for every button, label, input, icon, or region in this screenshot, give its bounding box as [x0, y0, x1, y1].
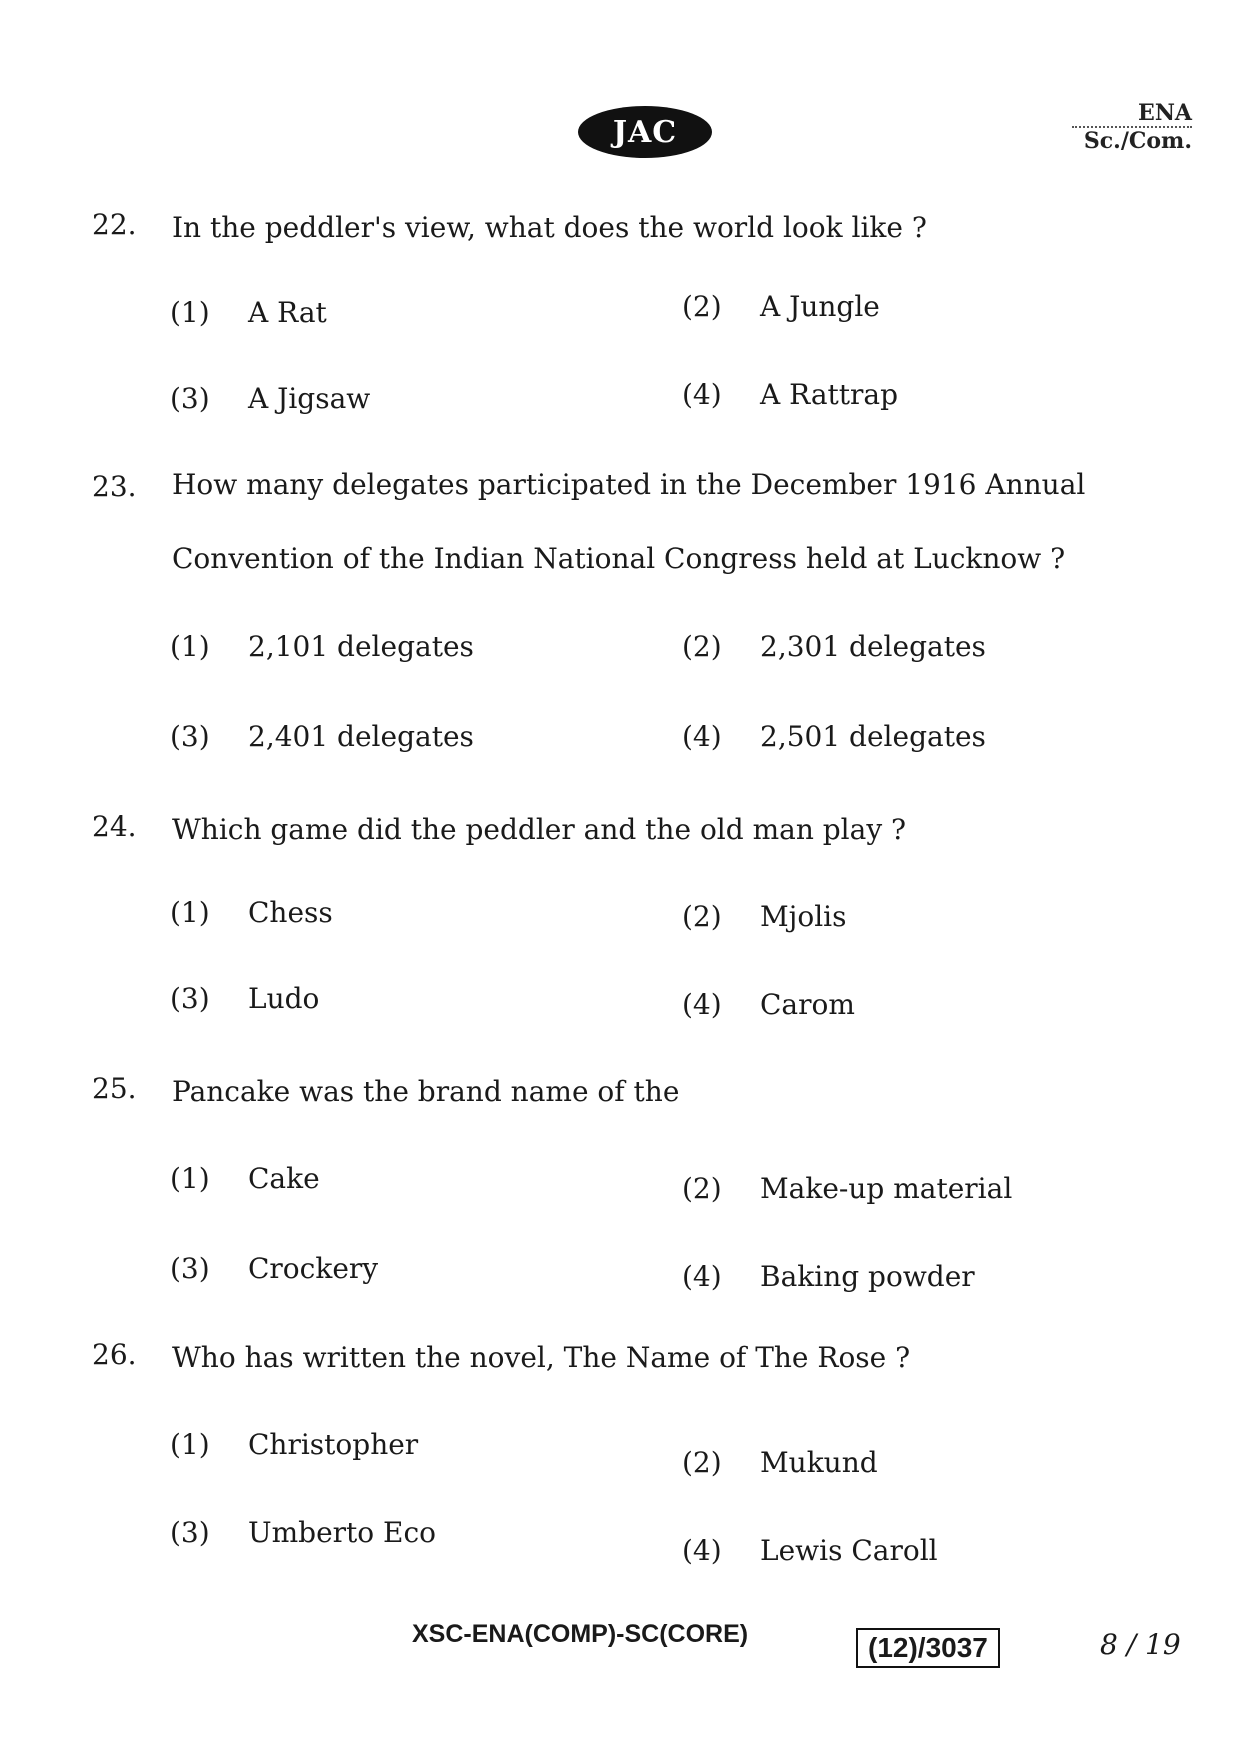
option-4: (4) Carom — [682, 988, 855, 1021]
corner-line-2: Sc./Com. — [1083, 128, 1192, 154]
option-4: (4) A Rattrap — [682, 378, 899, 411]
option-1: (1) 2,101 delegates — [170, 630, 474, 663]
option-4: (4) Lewis Caroll — [682, 1534, 938, 1567]
option-1: (1) Christopher — [170, 1428, 419, 1461]
option-1: (1) Cake — [170, 1162, 320, 1195]
boxed-code: (12)/3037 — [856, 1628, 1000, 1668]
question-number: 24. — [92, 810, 137, 843]
question-number: 23. — [92, 470, 137, 503]
question-text: Who has written the novel, The Name of The Rose ? — [172, 1341, 911, 1374]
corner-stamp — [1072, 100, 1192, 154]
question-text: How many delegates participated in the December 1916 Annual Convention of the Indian National Congress held at Lucknow ? — [172, 468, 1086, 575]
jac-logo — [578, 106, 712, 158]
option-1: (1) Chess — [170, 896, 333, 929]
option-2: (2) Mukund — [682, 1446, 878, 1479]
option-3: (3) Ludo — [170, 982, 320, 1015]
question-text: Which game did the peddler and the old man play ? — [172, 813, 907, 846]
question-text: In the peddler's view, what does the world look like ? — [172, 211, 927, 244]
logo-text: JAC — [612, 114, 678, 150]
option-4: (4) 2,501 delegates — [682, 720, 986, 753]
option-3: (3) A Jigsaw — [170, 382, 371, 415]
paper-code: XSC-ENA(COMP)-SC(CORE) — [412, 1620, 749, 1648]
option-3: (3) 2,401 delegates — [170, 720, 474, 753]
question-number: 25. — [92, 1072, 137, 1105]
page-number: 8 / 19 — [1100, 1628, 1181, 1661]
option-2: (2) Mjolis — [682, 900, 847, 933]
option-3: (3) Umberto Eco — [170, 1516, 437, 1549]
question-number: 22. — [92, 208, 137, 241]
option-1: (1) A Rat — [170, 296, 327, 329]
question-text: Pancake was the brand name of the — [172, 1075, 680, 1108]
option-2: (2) 2,301 delegates — [682, 630, 986, 663]
option-2: (2) A Jungle — [682, 290, 880, 323]
corner-line-1: ENA — [1072, 100, 1192, 128]
option-4: (4) Baking powder — [682, 1260, 975, 1293]
option-2: (2) Make-up material — [682, 1172, 1013, 1205]
question-number: 26. — [92, 1338, 137, 1371]
option-3: (3) Crockery — [170, 1252, 379, 1285]
